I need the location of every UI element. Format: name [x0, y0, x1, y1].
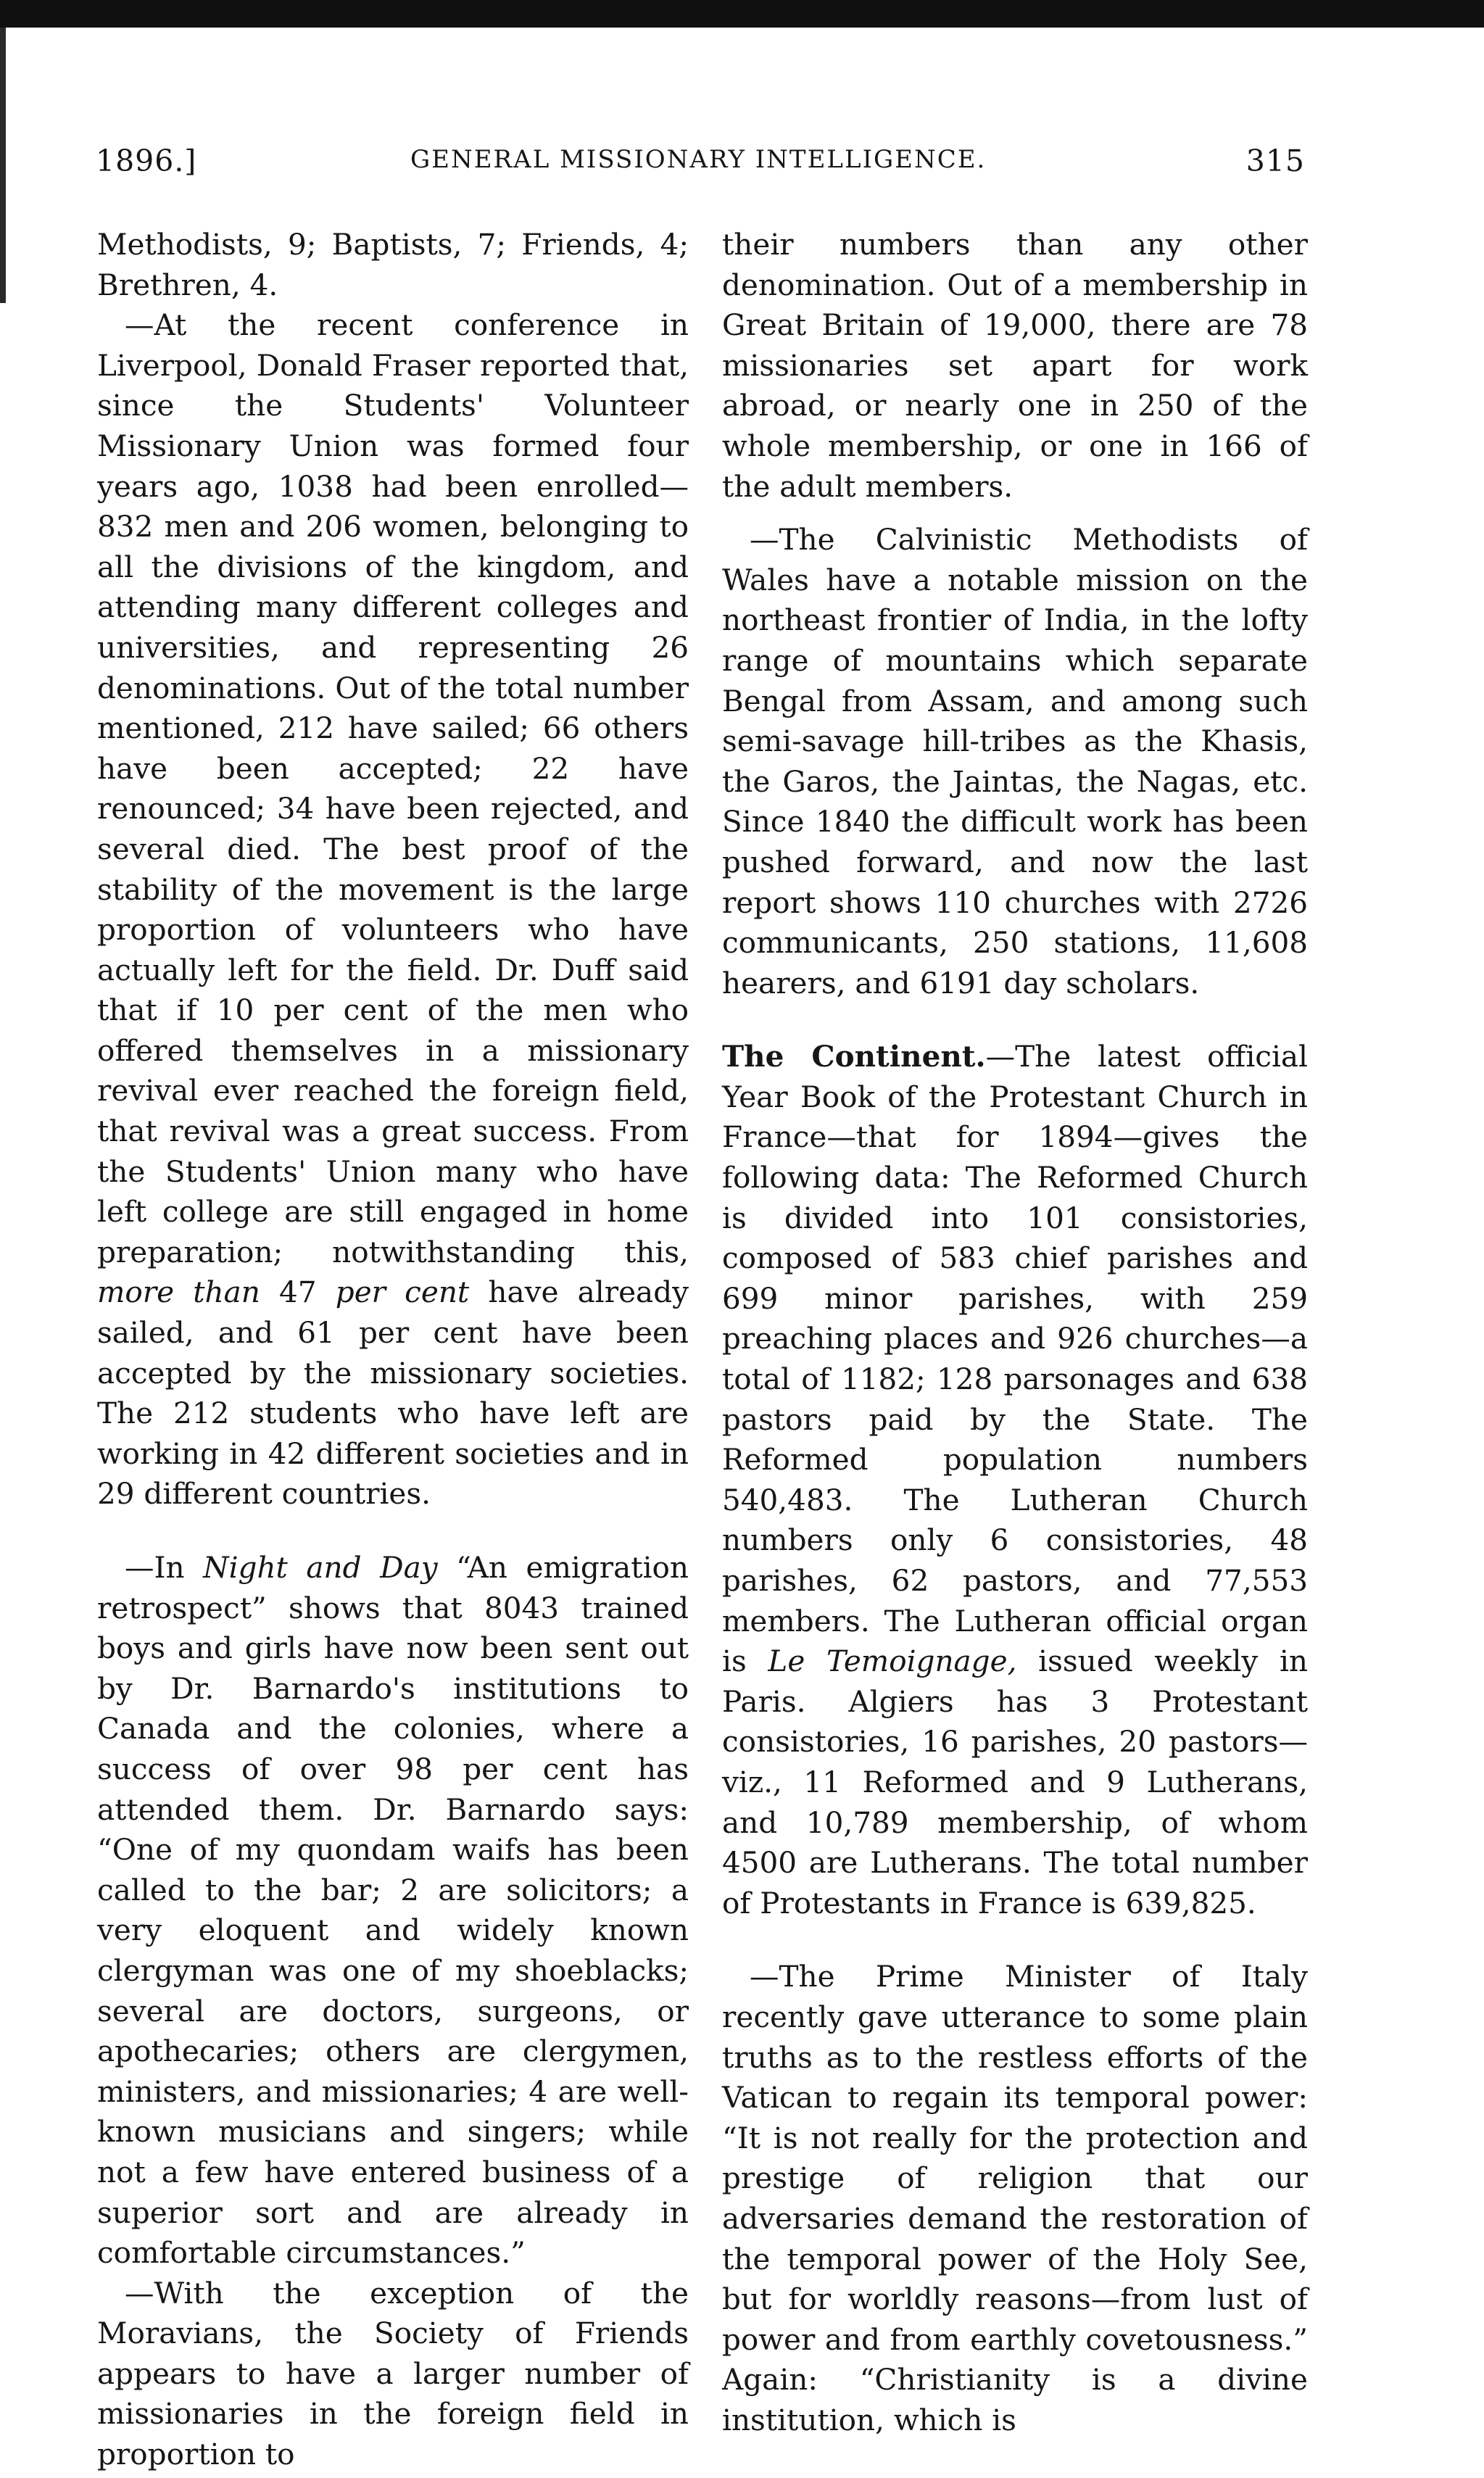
right-column [722, 225, 1308, 2440]
paragraph-text: —In [125, 1550, 185, 1585]
paragraph [97, 1548, 689, 2274]
paragraph-text: 47 [279, 1275, 317, 1310]
italic-text: more than [97, 1275, 260, 1310]
scan-left-edge [0, 28, 6, 303]
running-title: GENERAL MISSIONARY INTELLIGENCE. [410, 145, 987, 174]
paragraph: —With the exception of the Moravians, the Society of Friends appears to have a larger number of missionaries in the foreign field in proportion to [97, 2275, 689, 2472]
page-header [96, 144, 1305, 187]
paragraph: —The Prime Minister of Italy recently gave utterance to some plain truths as to the restless efforts of the Vatican to regain its temporal power: “It is not really for the protection and prestige of religion that our adversaries demand the restoration of the temporal power of the Holy See, but for worldly reasons—from lust of power and from earthly covetousness.” Again: “Christianity is a divine institution, which is [722, 1959, 1308, 2437]
italic-text: Night and Day [203, 1550, 438, 1585]
paragraph-text: —At the recent conference in Liverpool, Donald Fraser reported that, since the Students' Volunteer Missionary Union was formed four years ago, 1038 had been enrolled—832 men and 206 women, belonging to all the divisions of the kingdom, and attending many different colleges and universities, and representing 26 denominations. Out of the total number mentioned, 212 have sailed; 66 others have been accepted; 22 have renounced; 34 have been rejected, and several died. The best proof of the stability of the movement is the large proportion of volunteers who have actually left for the field. Dr. Duff said that if 10 per cent of the men who offered themselves in a missionary revival ever reached the foreign field, that revival was a great success. From the Students' Union many who have left college are still engaged in home preparation; notwithstanding this, [97, 307, 689, 1269]
header-year: 1896.] [96, 144, 197, 178]
paragraph: —The Calvinistic Methodists of Wales have a notable mission on the northeast frontier of India, in the lofty range of mountains which separate Bengal from Assam, and among such semi-savage hill-tribes as the Khasis, the Garos, the Jaintas, the Nagas, etc. Since 1840 the difficult work has been pushed forward, and now the last report shows 110 churches with 2726 communicants, 250 stations, 11,608 hearers, and 6191 day scholars. [722, 522, 1308, 1000]
italic-text: Le Temoignage, [768, 1644, 1017, 1679]
paragraph-text: issued weekly in Paris. Algiers has 3 Protestant consistories, 16 parishes, 20 pastors—viz., 11 Reformed and 9 Lutherans, and 10,789 membership, of whom 4500 are Lutherans. The total number of Protestants in France is 639,825. [722, 1644, 1308, 1920]
paragraph-text: “An emigration retrospect” shows that 8043 trained boys and girls have now been sent out by Dr. Barnardo's institutions to Canada and the colonies, where a success of over 98 per cent has attended them. Dr. Barnardo says: “One of my quondam waifs has been called to the bar; 2 are solicitors; a very eloquent and widely known clergyman was one of my shoeblacks; several are doctors, surgeons, or apothecaries; others are clergymen, ministers, and missionaries; 4 are well-known musicians and singers; while not a few have entered business of a superior sort and are already in comfortable circumstances.” [97, 1550, 689, 2271]
left-column [97, 225, 689, 2475]
paragraph [722, 1037, 1308, 1923]
scan-top-border [0, 0, 1484, 28]
section-heading: The Continent. [722, 1039, 986, 1074]
paragraph-text: —The latest official Year Book of the Protestant Church in France—that for 1894—gives the following data: The Reformed Church is divided into 101 consistories, composed of 583 chief parishes and 699 minor parishes, with 259 preaching places and 926 churches—a total of 1182; 128 parsonages and 638 pastors paid by the State. The Reformed population numbers 540,483. The Lutheran Church numbers only 6 consistories, 48 parishes, 62 pastors, and 77,553 members. The Lutheran official organ is [722, 1039, 1309, 1679]
page-number: 315 [1245, 144, 1305, 178]
italic-text: per cent [335, 1275, 470, 1310]
paragraph: their numbers than any other denomination. Out of a membership in Great Britain of 19,000, there are 78 missionaries set apart for work abroad, or nearly one in 250 of the whole membership, or one in 166 of the adult members. [722, 227, 1308, 504]
paragraph: Methodists, 9; Baptists, 7; Friends, 4; Brethren, 4. [97, 227, 689, 302]
paragraph-text: have already sailed, and 61 per cent have been accepted by the missionary societies. The 212 students who have left are working in 42 different societies and in 29 different countries. [97, 1275, 689, 1512]
paragraph [97, 305, 689, 1514]
